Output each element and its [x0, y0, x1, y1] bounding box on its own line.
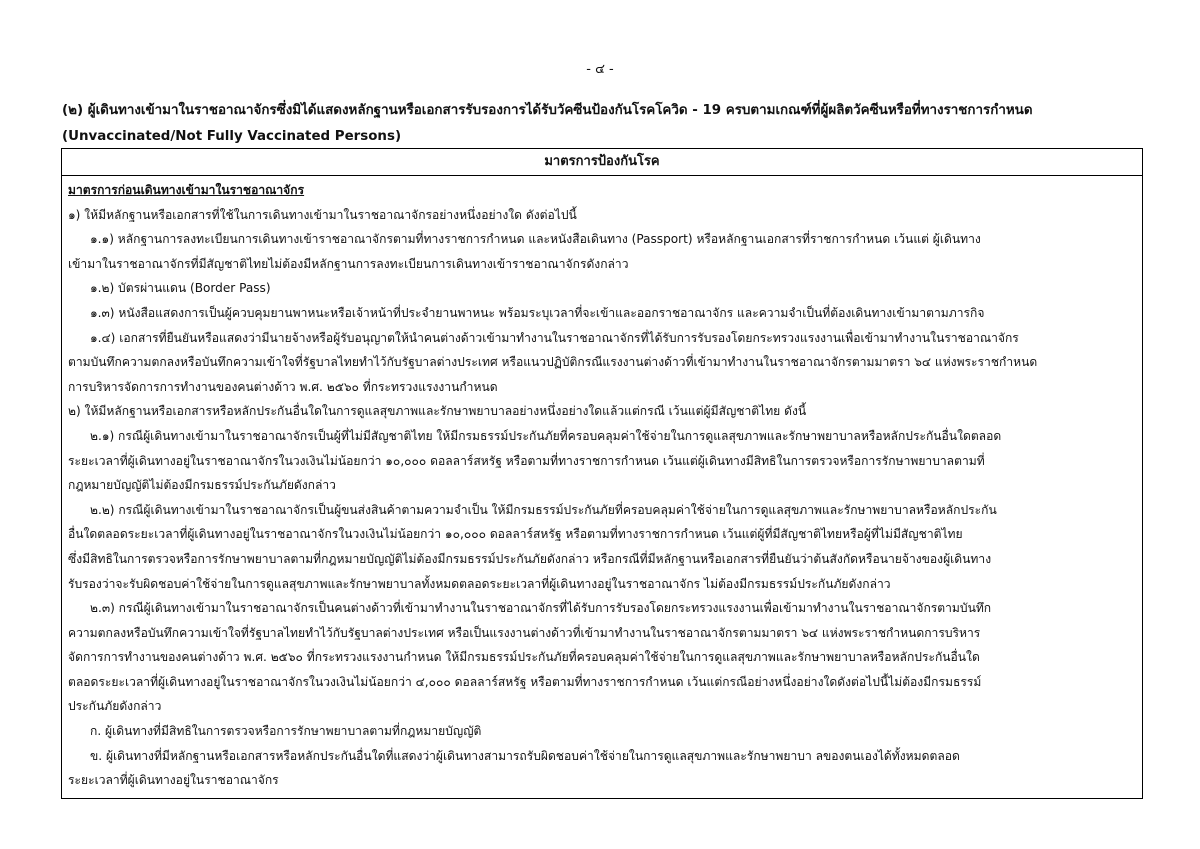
text-line: การบริหารจัดการการทำงานของคนต่างด้าว พ.ศ. ๒๕๖๐ ที่กระทรวงแรงงานกำหนด — [68, 379, 498, 394]
text-line: ๑.๒) บัตรผ่านแดน (Border Pass) — [90, 281, 271, 296]
text-line: ข. ผู้เดินทางที่มีหลักฐานหรือเอกสารหรือหลักประกันอื่นใดที่แสดงว่าผู้เดินทางสามารถรับผิดชอบค่าใช้จ่ายในการดูแลสุขภาพและรักษาพยาบา ลของตนเองได้ทั้งหมดตลอด — [90, 748, 960, 763]
text-line: ๑.๓) หนังสือแสดงการเป็นผู้ควบคุมยานพาหนะหรือเจ้าหน้าที่ประจำยานพาหนะ พร้อมระบุเวลาที่จะเข้าและออกราชอาณาจักร และความจำเป็นที่ต้องเดินทางเข้ามาตามภารกิจ — [90, 305, 985, 320]
text-line: ตามบันทึกความตกลงหรือบันทึกความเข้าใจที่รัฐบาลไทยทำไว้กับรัฐบาลต่างประเทศ หรือแนวปฏิบัติกรณีแรงงานต่างด้าวที่เข้ามาทำงานในราชอาณาจักรตามมาตรา ๖๔ แห่งพระราชกำหนด — [68, 355, 1038, 370]
text-line: ตลอดระยะเวลาที่ผู้เดินทางอยู่ในราชอาณาจักรในวงเงินไม่น้อยกว่า ๔,๐๐๐ ดอลลาร์สหรัฐ หรือตามที่ทางราชการกำหนด เว้นแต่กรณีอย่างหนึ่งอย่างใดดังต่อไปนี้ไม่ต้องมีกรมธรรม์ — [68, 674, 982, 689]
text-line: เข้ามาในราชอาณาจักรที่มีสัญชาติไทยไม่ต้องมีหลักฐานการลงทะเบียนการเดินทางเข้าราชอาณาจักรดังกล่าว — [68, 256, 629, 271]
text-line: ก. ผู้เดินทางที่มีสิทธิในการตรวจหรือการรักษาพยาบาลตามที่กฎหมายบัญญัติ — [90, 724, 482, 739]
section-title: มาตรการก่อนเดินทางเข้ามาในราชอาณาจักร — [68, 183, 305, 197]
text-line: ซึ่งมีสิทธิในการตรวจหรือการรักษาพยาบาลตามที่กฎหมายบัญญัติไม่ต้องมีกรมธรรม์ประกันภัยดังกล่าว หรือกรณีที่มีหลักฐานหรือเอกสารที่ยืนยันว่าต้นสังกัดหรือนายจ้างของผู้เดินทาง — [68, 551, 992, 566]
section-heading — [62, 98, 1142, 150]
text-line: อื่นใดตลอดระยะเวลาที่ผู้เดินทางอยู่ในราชอาณาจักรในวงเงินไม่น้อยกว่า ๑๐,๐๐๐ ดอลลาร์สหรัฐ หรือตามที่ทางราชการกำหนด เว้นแต่ผู้ที่มีสัญชาติไทยหรือผู้ที่ไม่มีสัญชาติไทย — [68, 527, 963, 542]
table-header: มาตรการป้องกันโรค — [62, 149, 1142, 176]
text-line: ความตกลงหรือบันทึกความเข้าใจที่รัฐบาลไทยทำไว้กับรัฐบาลต่างประเทศ หรือเป็นแรงงานต่างด้าวที่เข้ามาทำงานในราชอาณาจักรตามมาตรา ๖๔ แห่งพระราชกำหนดการบริหาร — [68, 625, 981, 640]
text-line: ๑.๔) เอกสารที่ยืนยันหรือแสดงว่ามีนายจ้างหรือผู้รับอนุญาตให้นำคนต่างด้าวเข้ามาทำงานในราชอาณาจักรที่ได้รับการรับรองโดยกระทรวงแรงงานเพื่อเข้ามาทำงานในราชอาณาจักร — [90, 330, 1019, 345]
measures-table — [61, 148, 1143, 799]
table-body — [62, 176, 1142, 793]
text-line: ๒.๑) กรณีผู้เดินทางเข้ามาในราชอาณาจักรเป็นผู้ที่ไม่มีสัญชาติไทย ให้มีกรมธรรม์ประกันภัยที่ครอบคลุมค่าใช้จ่ายในการดูแลสุขภาพและรักษาพยาบาลหรือหลักประกันอื่นใดตลอด — [90, 428, 1002, 443]
page-number: - ๔ - — [586, 62, 614, 77]
text-line: รับรองว่าจะรับผิดชอบค่าใช้จ่ายในการดูแลสุขภาพและรักษาพยาบาลทั้งหมดตลอดระยะเวลาที่ผู้เดินทางอยู่ในราชอาณาจักร ไม่ต้องมีกรมธรรม์ประกันภัยดังกล่าว — [68, 576, 891, 591]
text-line: กฎหมายบัญญัติไม่ต้องมีกรมธรรม์ประกันภัยดังกล่าว — [68, 478, 336, 493]
text-line: ๒.๓) กรณีผู้เดินทางเข้ามาในราชอาณาจักรเป็นคนต่างด้าวที่เข้ามาทำงานในราชอาณาจักรที่ได้รับการรับรองโดยกระทรวงแรงงานเพื่อเข้ามาทำงานในราชอาณาจักรตามบันทึก — [90, 601, 992, 616]
text-line: ๒.๒) กรณีผู้เดินทางเข้ามาในราชอาณาจักรเป็นผู้ขนส่งสินค้าตามความจำเป็น ให้มีกรมธรรม์ประกันภัยที่ครอบคลุมค่าใช้จ่ายในการดูแลสุขภาพและรักษาพยาบาลหรือหลักประกัน — [90, 502, 997, 517]
text-line: ระยะเวลาที่ผู้เดินทางอยู่ในราชอาณาจักร — [68, 773, 279, 788]
text-line: ๒) ให้มีหลักฐานหรือเอกสารหรือหลักประกันอื่นใดในการดูแลสุขภาพและรักษาพยาบาลอย่างหนึ่งอย่างใดแล้วแต่กรณี เว้นแต่ผู้มีสัญชาติไทย ดังนี้ — [68, 404, 807, 419]
section-heading-line1: (๒) ผู้เดินทางเข้ามาในราชอาณาจักรซึ่งมิได้แสดงหลักฐานหรือเอกสารรับรองการได้รับวัคซีนป้องกันโรคโควิด - 19 ครบตามเกณฑ์ที่ผู้ผลิตวัคซีนหรือที่ทางราชการกำหนด — [62, 103, 1033, 118]
text-line: ระยะเวลาที่ผู้เดินทางอยู่ในราชอาณาจักรในวงเงินไม่น้อยกว่า ๑๐,๐๐๐ ดอลลาร์สหรัฐ หรือตามที่ทางราชการกำหนด เว้นแต่ผู้เดินทางมีสิทธิในการตรวจหรือการรักษาพยาบาลตามที่ — [68, 453, 985, 468]
text-line: ประกันภัยดังกล่าว — [68, 699, 162, 714]
text-line: ๑) ให้มีหลักฐานหรือเอกสารที่ใช้ในการเดินทางเข้ามาในราชอาณาจักรอย่างหนึ่งอย่างใด ดังต่อไปนี้ — [68, 207, 577, 222]
text-line: ๑.๑) หลักฐานการลงทะเบียนการเดินทางเข้าราชอาณาจักรตามที่ทางราชการกำหนด และหนังสือเดินทาง (Passport) หรือหลักฐานเอกสารที่ราชการกำหนด เว้นแต่ ผู้เดินทาง — [90, 232, 981, 247]
section-heading-line2: (Unvaccinated/Not Fully Vaccinated Persons) — [62, 129, 402, 144]
text-line: จัดการการทำงานของคนต่างด้าว พ.ศ. ๒๕๖๐ ที่กระทรวงแรงงานกำหนด ให้มีกรมธรรม์ประกันภัยที่ครอบคลุมค่าใช้จ่ายในการดูแลสุขภาพและรักษาพยาบาลหรือหลักประกันอื่นใด — [68, 650, 980, 665]
